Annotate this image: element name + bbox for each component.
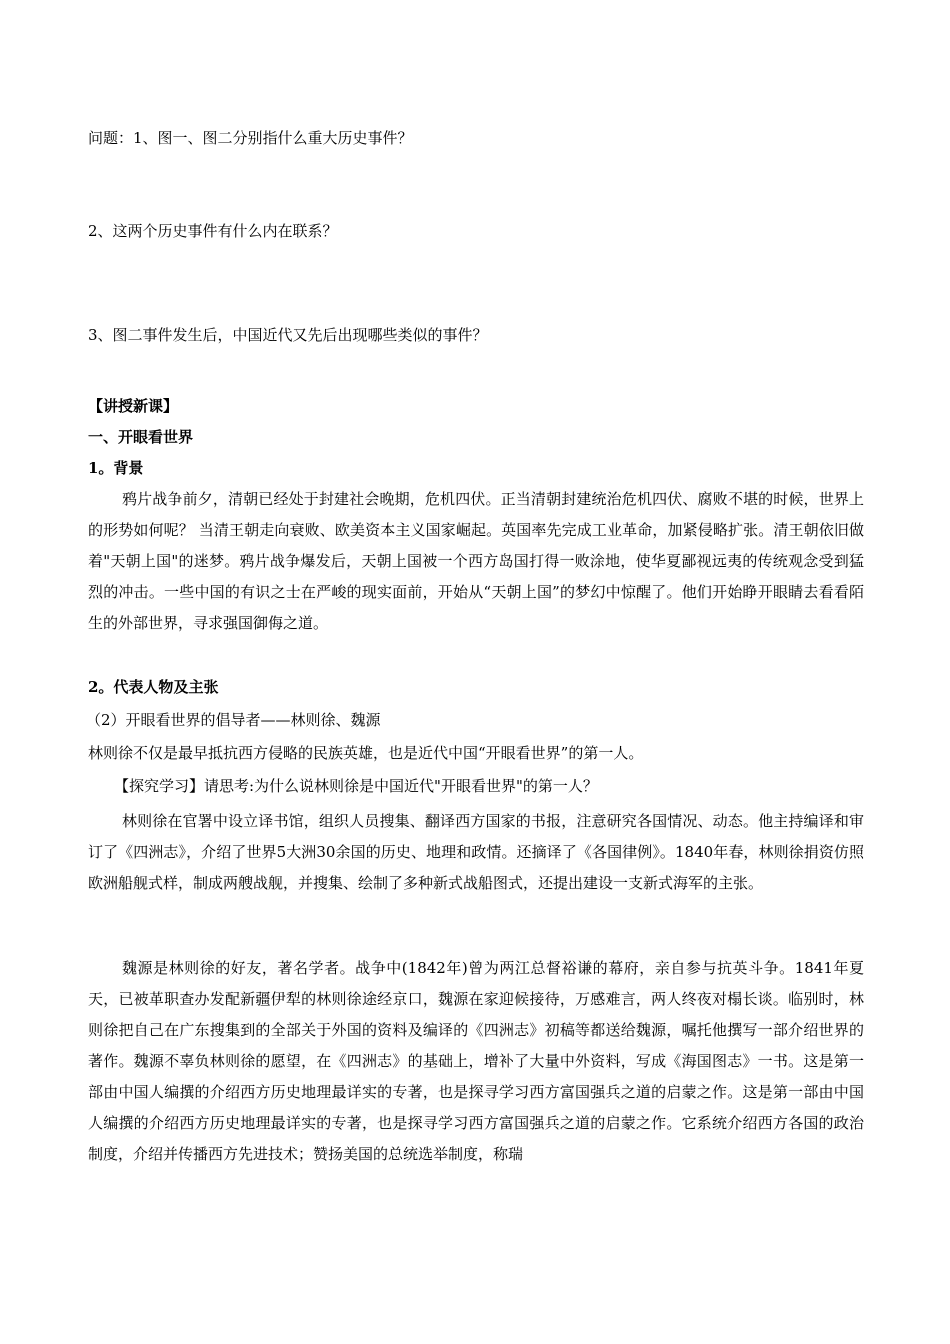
- section-header: 【讲授新课】: [88, 397, 179, 415]
- sub-heading: （2）开眼看世界的倡导者——林则徐、魏源: [86, 711, 381, 729]
- question-2: 2、这两个历史事件有什么内在联系？: [88, 222, 338, 240]
- question-1: 问题：1、图一、图二分别指什么重大历史事件？: [88, 129, 413, 147]
- heading-figures: 2。代表人物及主张: [88, 678, 219, 696]
- question-3: 3、图二事件发生后，中国近代又先后出现哪些类似的事件？: [88, 326, 488, 344]
- heading-open-eyes: 一、开眼看世界: [88, 428, 194, 446]
- background-paragraph: 鸦片战争前夕，清朝已经处于封建社会晚期，危机四伏。正当清朝封建统治危机四伏、腐败不堪的时候，世界上的形势如何呢？ 当清王朝走向衰败、欧美资本主义国家崛起。英国率先完成工业革命，加紧侵略扩张。清王朝依旧做着"天朝上国"的迷梦。鸦片战争爆发后，天朝上国被一个西方岛国打得一败涂地，使华夏鄙视远夷的传统观念受到猛烈的冲击。一些中国的有识之士在严峻的现实面前，开始从“天朝上国”的梦幻中惊醒了。他们开始睁开眼睛去看看陌生的外部世界，寻求强国御侮之道。: [88, 490, 864, 632]
- inquiry-question: 【探究学习】请思考:为什么说林则徐是中国近代"开眼看世界"的第一人？: [114, 777, 598, 795]
- heading-background: 1。背景: [88, 459, 144, 477]
- wei-paragraph: 魏源是林则徐的好友，著名学者。战争中(1842年)曾为两江总督裕谦的幕府，亲自参与抗英斗争。1841年夏天，已被革职查办发配新疆伊犁的林则徐途经京口，魏源在家迎候接待，万感难言，两人终夜对榻长谈。临别时，林则徐把自己在广东搜集到的全部关于外国的资料及编译的《四洲志》初稿等都送给魏源，嘱托他撰写一部介绍世界的著作。魏源不辜负林则徐的愿望，在《四洲志》的基础上，增补了大量中外资料，写成《海国图志》一书。这是第一部由中国人编撰的介绍西方历史地理最详实的专著，也是探寻学习西方富国强兵之道的启蒙之作。这是第一部由中国人编撰的介绍西方历史地理最详实的专著，也是探寻学习西方富国强兵之道的启蒙之作。它系统介绍西方各国的政治制度，介绍并传播西方先进技术；赞扬美国的总统选举制度，称瑞: [88, 959, 864, 1163]
- lin-intro: 林则徐不仅是最早抵抗西方侵略的民族英雄，也是近代中国“开眼看世界”的第一人。: [88, 744, 644, 762]
- lin-paragraph: 林则徐在官署中设立译书馆，组织人员搜集、翻译西方国家的书报，注意研究各国情况、动态。他主持编译和审订了《四洲志》，介绍了世界5大洲30余国的历史、地理和政情。还摘译了《各国律例》。1840年春，林则徐捐资仿照欧洲船舰式样，制成两艘战舰，并搜集、绘制了多种新式战船图式，还提出建设一支新式海军的主张。: [88, 812, 864, 892]
